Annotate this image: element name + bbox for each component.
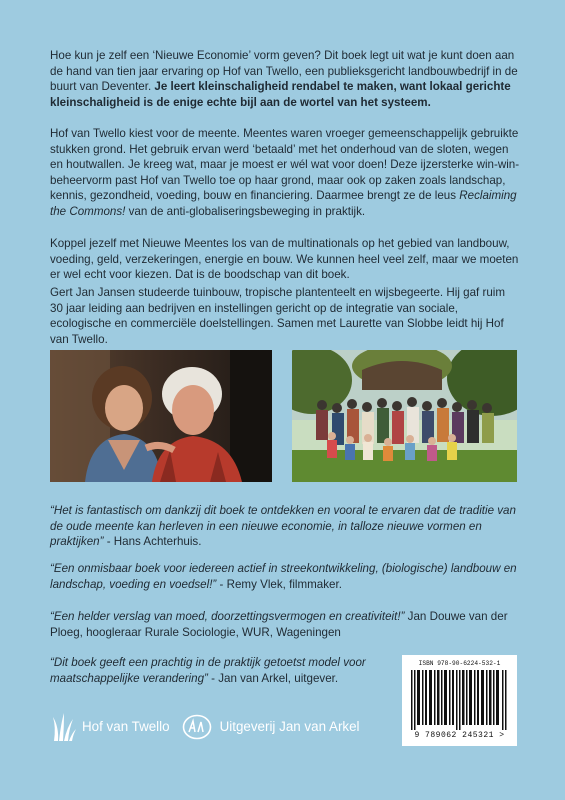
intro-paragraph-2-end: van de anti-globaliseringsbeweging in praktijk. <box>125 204 366 218</box>
intro-paragraph-1-bold: Je leert kleinschaligheid rendabel te maken, want lokaal gerichte kleinschaligheid is de enige echte bijl aan de wortel van het systeem. <box>50 80 511 109</box>
quote-vlek-author: - Remy Vlek, filmmaker. <box>216 577 342 591</box>
publisher-logo-icon <box>182 714 212 740</box>
quote-vlek <box>50 561 520 592</box>
isbn-barcode <box>402 655 517 746</box>
quote-van-arkel <box>50 655 385 686</box>
grass-logo-icon <box>52 713 76 741</box>
quote-van-der-ploeg-text: “Een helder verslag van moed, doorzettingsvermogen en creativiteit!” <box>50 610 405 623</box>
intro-paragraph-2 <box>50 126 520 220</box>
publisher-logo-text: Uitgeverij Jan van Arkel <box>219 719 360 734</box>
quote-van-der-ploeg-author: Jan Douwe van der Ploeg, hoogleraar Rurale Sociologie, WUR, Wageningen <box>50 610 508 639</box>
quote-achterhuis <box>50 503 520 550</box>
farm-logo-text: Hof van Twello <box>82 719 170 734</box>
barcode-bars <box>411 670 508 730</box>
intro-paragraph-1 <box>50 48 520 110</box>
intro-paragraph-3: Koppel jezelf met Nieuwe Meentes los van de multinationals op het gebied van landbouw, voeding, geld, verzekeringen, energie en bouw. We kunnen heel veel zelf, maar we moeten er wel echt voor kiezen. Dat is de boodschap van dit boek. <box>50 237 519 282</box>
quote-achterhuis-author: - Hans Achterhuis. <box>103 535 202 549</box>
author-bio: Gert Jan Jansen studeerde tuinbouw, tropische plantenteelt en wijsbegeerte. Hij gaf ruim 30 jaar leiding aan bedrijven en instellingen gericht op de integratie van sociale, ecologische en commerciële doelstellingen. Samen met Laurette van Slobbe leidt hij Hof van Twello. <box>50 286 505 346</box>
isbn-label: ISBN 978-90-6224-532-1 <box>418 660 501 667</box>
group-photo <box>292 350 517 482</box>
intro-paragraph-2-text: Hof van Twello kiest voor de meente. Meentes waren vroeger gemeenschappelijk gebruikte stukken grond. Het gebruik ervan werd ‘betaald’ met het onderhoud van de sloten, wegen en houtwallen. Je kreeg wat, maar je moest er wél wat voor doen! Deze ijzersterke win-win-beheervorm past Hof van Twello toe op haar grond, maar ook op zaken zoals landschap, kennis, gezondheid, voeding, bouw en financiering. Daarmee brengt ze de leus <box>50 127 520 203</box>
logo-row <box>52 712 360 742</box>
barcode-digits: 9 789062 245321 > <box>414 731 505 740</box>
quote-van-arkel-author: - Jan van Arkel, uitgever. <box>207 671 339 685</box>
quote-van-arkel-text: “Dit boek geeft een prachtig in de praktijk getoetst model voor maatschappelijke verandering” <box>50 656 366 685</box>
intro-paragraph-2-italic: Reclaiming the Commons! <box>50 189 517 218</box>
quote-achterhuis-text: “Het is fantastisch om dankzij dit boek te ontdekken en vooral te ervaren dat de traditie van de oude meente kan herleven in een nieuwe economie, in talloze nieuwe vormen en praktijken” <box>50 504 516 549</box>
intro-paragraph-1-text: Hoe kun je zelf een ‘Nieuwe Economie’ vorm geven? Dit boek legt uit wat je kunt doen aan de hand van tien jaar ervaring op Hof van Twello, een publieksgericht landbouwbedrijf in de buurt van Deventer. <box>50 49 518 94</box>
quote-vlek-text: “Een onmisbaar boek voor iedereen actief in streekontwikkeling, (biologische) landbouw en landschap, voeding en voedsel!” <box>50 562 517 591</box>
quote-van-der-ploeg <box>50 609 520 640</box>
author-portrait-photo <box>50 350 272 482</box>
